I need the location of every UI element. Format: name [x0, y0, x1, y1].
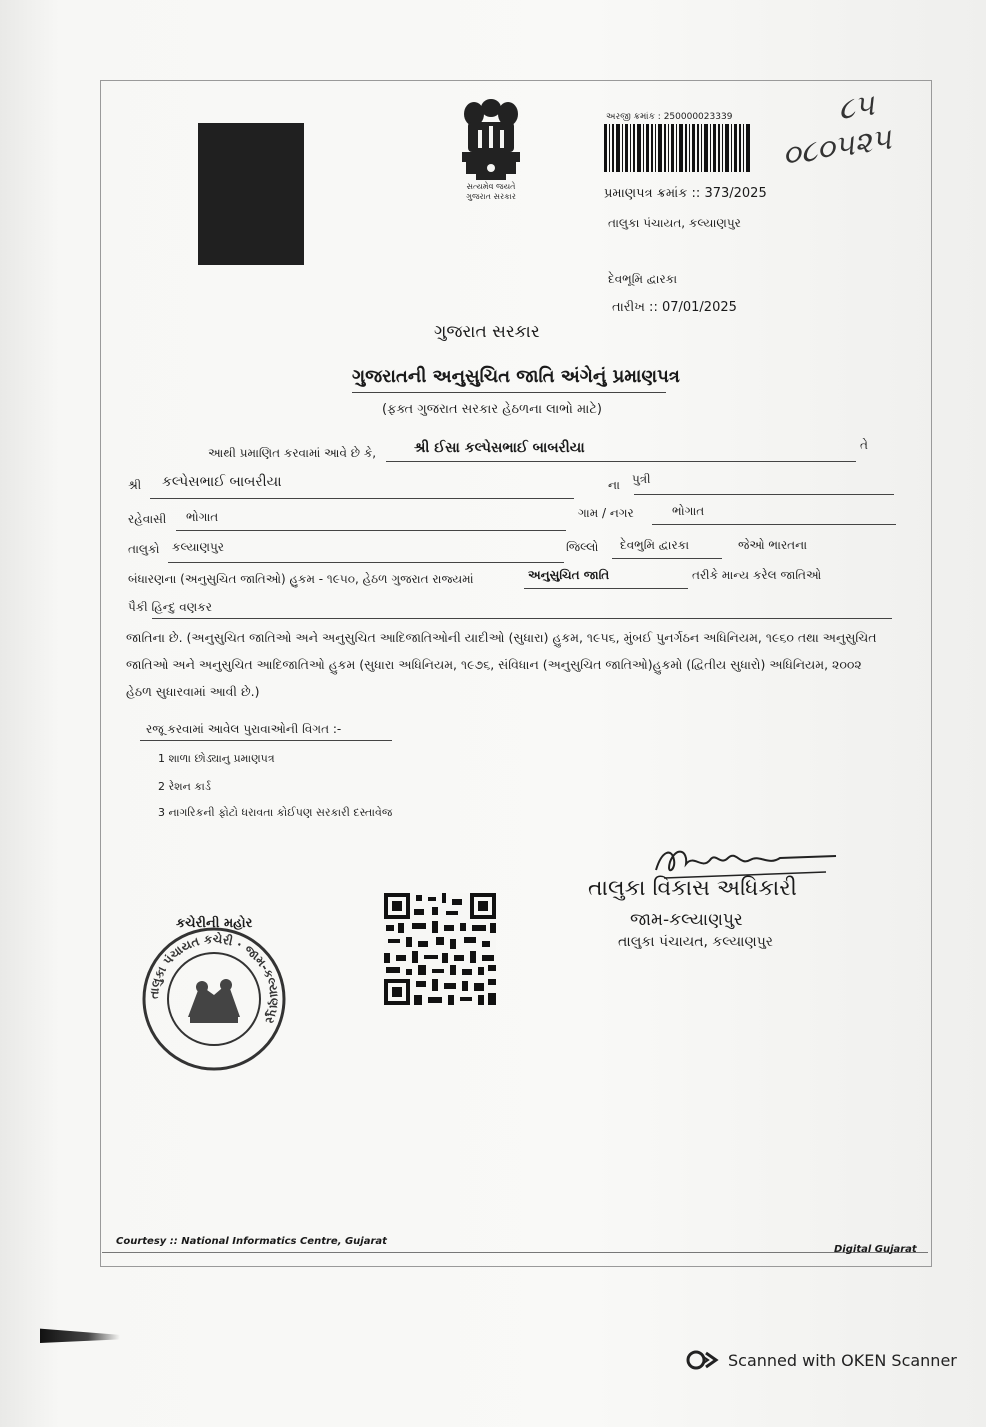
evidence-item: 3 નાગરિકની ફોટો ધરાવતા કોઈપણ સરકારી દસ્તાવેજ	[158, 806, 393, 819]
govt-title: ગુજરાત સરકાર	[434, 322, 540, 342]
officer-office: તાલુકા પંચાયત, કલ્યાણપુર	[618, 934, 774, 950]
evidence-heading-underline	[140, 740, 392, 741]
na-label: ના	[608, 478, 620, 492]
village-value: ભોગાત	[672, 504, 705, 518]
who-india: જેઓ ભારતના	[738, 538, 808, 552]
resident-value: ભોગાત	[186, 510, 219, 524]
father-name-underline	[150, 498, 574, 499]
holder-name-underline	[386, 461, 856, 462]
oken-logo-icon	[686, 1350, 720, 1370]
certify-prefix: આથી પ્રમાણિત કરવામાં આવે છે કે,	[208, 446, 377, 460]
application-number: અરજી ક્રમાંક : 250000023339	[606, 112, 733, 122]
taluka-label: તાલુકો	[128, 542, 160, 556]
qr-code-icon	[384, 893, 496, 1005]
issuer-district: દેવભૂમિ દ્વારકા	[608, 272, 678, 286]
legal-paragraph: જાતિના છે. (અનુસુચિત જાતિઓ અને અનુસુચિત આદિજાતિઓની યાદીઓ (સુધારા) હુકમ, ૧૯૫૬, મુંબઈ પુનર્ગઠન અધિનિયમ, ૧૯૬૦ તથા અનુસુચિત જાતિઓ અને અનુસુચિત આદિજાતિઓ હુકમ (સુધારા અધિનિયમ, ૧૯૭૬, સંવિધાન (અનુસુચિત જાતિઓ)હુકમો (દ્વિતીય સુધારો) અધિનિયમ, ૨૦૦૨ હેઠળ સુધારવામાં આવી છે.)	[126, 630, 877, 699]
handwritten-number: ૮૫	[835, 87, 877, 128]
constitution-text: બંધારણના (અનુસુચિત જાતિઓ) હુકમ - ૧૯૫૦, હેઠળ ગુજરાત રાજ્યમાં	[128, 572, 474, 586]
subcaste: પૈકી હિન્દુ વણકર	[128, 600, 212, 614]
applicant-photo	[198, 123, 304, 265]
seal-ring-text: તાલુકા પંચાયત કચેરી · જામ-કલ્યાણપુર	[146, 931, 282, 1026]
te-label: તે	[860, 438, 868, 452]
caste-category: અનુસુચિત જાતિ	[528, 568, 610, 582]
courtesy-text: Courtesy :: National Informatics Centre, Gujarat	[116, 1236, 387, 1247]
relation-underline	[634, 494, 894, 495]
title-underline	[352, 392, 666, 393]
scanner-text: Scanned with OKEN Scanner	[728, 1350, 957, 1370]
scanner-watermark	[686, 1350, 957, 1370]
footer-rule	[102, 1252, 928, 1253]
handwritten-date: ૦૮૦૫૨૫	[779, 121, 894, 174]
resident-label: રહેવાસી	[128, 512, 167, 526]
certificate-number: પ્રમાણપત્ર ક્રમાંક :: 373/2025	[604, 186, 767, 201]
caste-underline	[524, 588, 688, 589]
holder-name: શ્રી ઈસા કલ્પેસભાઈ બાબરીયા	[414, 440, 585, 456]
district-label: જિલ્લો	[566, 540, 599, 554]
evidence-item: 2 રેશન કાર્ડ	[158, 780, 211, 793]
emblem-caption	[436, 182, 546, 202]
village-underline	[652, 524, 896, 525]
emblem-caption-line2: ગુજરાત સરકાર	[466, 192, 516, 201]
issue-date: તારીખ :: 07/01/2025	[612, 300, 737, 315]
father-name: કલ્પેસભાઈ બાબરીયા	[162, 474, 282, 490]
digital-gujarat-text: Digital Gujarat	[834, 1244, 917, 1255]
barcode-icon	[604, 124, 750, 172]
evidence-item: 1 શાળા છોડ્યાનુ પ્રમાણપત્ર	[158, 752, 275, 765]
shri-label: શ્રી	[128, 478, 142, 492]
relation: પુત્રી	[632, 472, 651, 486]
certificate-title: ગુજરાતની અનુસુચિત જાતિ અંગેનું પ્રમાણપત્ર	[352, 366, 680, 387]
resident-underline	[176, 530, 566, 531]
officer-title: તાલુકા વિકાસ અધિકારી	[588, 876, 797, 901]
subcaste-underline	[152, 618, 892, 619]
taluka-value: કલ્યાણપુર	[172, 540, 224, 554]
office-seal-icon	[140, 925, 288, 1073]
seal-caption: કચેરીની મહોર	[176, 916, 253, 931]
taluka-underline	[168, 562, 564, 563]
evidence-heading: રજૂ કરવામાં આવેલ પુરાવાઓની વિગત :-	[146, 722, 342, 736]
village-label: ગામ / નગર	[578, 506, 634, 520]
certificate-subtitle: (ફક્ત ગુજરાત સરકાર હેઠળના લાભો માટે)	[382, 402, 602, 417]
recognized-text: તરીકે માન્ય કરેલ જાતિઓ	[692, 568, 822, 582]
officer-place: જામ-કલ્યાણપુર	[630, 910, 743, 930]
district-underline	[612, 558, 722, 559]
emblem-caption-line1: સત્યમેવ જયતે	[466, 182, 516, 191]
district-value: દેવભુમિ દ્વારકા	[620, 538, 690, 552]
issuer-office: તાલુકા પંચાયત, કલ્યાણપુર	[608, 216, 741, 230]
